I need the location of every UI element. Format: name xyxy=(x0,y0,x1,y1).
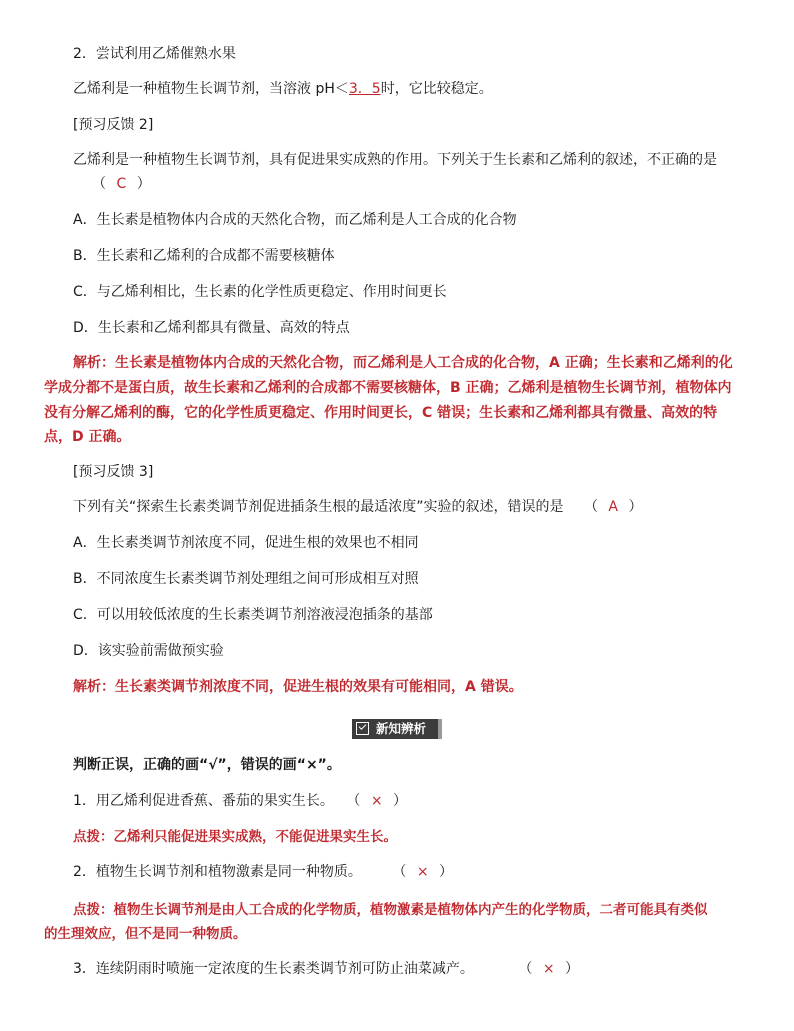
judge-item-2-text: 2．植物生长调节剂和植物激素是同一种物质。 xyxy=(73,864,362,880)
feedback-3-option-d: D．该实验前需做预实验 xyxy=(73,643,224,659)
feedback-2-option-d: D．生长素和乙烯利都具有微量、高效的特点 xyxy=(73,320,350,336)
paren-open: （ xyxy=(92,176,106,192)
feedback-2-answer-paren xyxy=(92,174,151,194)
ethephon-text-before: 乙烯利是一种植物生长调节剂，当溶液 pH＜ xyxy=(73,81,349,97)
section-title-q2: 2．尝试利用乙烯催熟水果 xyxy=(73,46,236,62)
ph-value-blank: 3．5 xyxy=(348,81,381,97)
feedback-2-option-c: C．与乙烯利相比，生长素的化学性质更稳定、作用时间更长 xyxy=(73,284,447,300)
judge-item-1 xyxy=(73,791,407,811)
feedback-2-analysis-line-4: 点，D 正确。 xyxy=(44,429,131,445)
section-tag-label: 新知辨析 xyxy=(376,721,427,736)
feedback-2-heading: [预习反馈 2] xyxy=(73,117,154,133)
judge-item-3-mark: × xyxy=(542,961,555,977)
feedback-3-heading: [预习反馈 3] xyxy=(73,464,154,480)
ethephon-ph-line xyxy=(73,79,493,99)
feedback-2-analysis-line-1: 解析：生长素是植物体内合成的天然化合物，而乙烯利是人工合成的化合物，A 正确；生长素和乙烯利的化 xyxy=(73,355,733,371)
paren-close: ） xyxy=(439,864,453,880)
ethephon-text-after: 时，它比较稳定。 xyxy=(380,81,493,97)
paren-close: ） xyxy=(628,499,643,515)
paren-close: ） xyxy=(565,961,579,977)
feedback-2-option-a: A．生长素是植物体内合成的天然化合物，而乙烯利是人工合成的化合物 xyxy=(73,212,517,228)
judge-item-1-mark: × xyxy=(370,793,383,809)
feedback-3-option-a: A．生长素类调节剂浓度不同，促进生根的效果也不相同 xyxy=(73,535,419,551)
feedback-3-option-c: C．可以用较低浓度的生长素类调节剂溶液浸泡插条的基部 xyxy=(73,607,433,623)
judge-item-2 xyxy=(73,862,453,882)
paren-close: ） xyxy=(136,176,151,192)
paren-open: （ xyxy=(583,499,598,515)
feedback-3-answer: A xyxy=(608,499,618,515)
judge-item-2-mark: × xyxy=(416,864,429,880)
paren-open: （ xyxy=(392,864,407,880)
judge-item-3 xyxy=(73,959,579,979)
feedback-3-analysis: 解析：生长素类调节剂浓度不同，促进生根的效果有可能相同，A 错误。 xyxy=(73,679,523,695)
feedback-2-stem: 乙烯利是一种植物生长调节剂，具有促进果实成熟的作用。下列关于生长素和乙烯利的叙述，不正确的是 xyxy=(73,152,717,168)
judge-item-1-text: 1．用乙烯利促进香蕉、番茄的果实生长。 xyxy=(73,793,334,809)
feedback-3-stem: 下列有关“探索生长素类调节剂促进插条生根的最适浓度”实验的叙述，错误的是 xyxy=(73,499,564,515)
paren-open: （ xyxy=(518,961,533,977)
feedback-2-analysis-line-2: 学成分都不是蛋白质，故生长素和乙烯利的合成都不需要核糖体，B 正确；乙烯利是植物生长调节剂，植物体内 xyxy=(44,380,732,396)
check-box-icon xyxy=(356,722,369,735)
judge-item-3-text: 3．连续阴雨时喷施一定浓度的生长素类调节剂可防止油菜减产。 xyxy=(73,961,474,977)
feedback-2-option-b: B．生长素和乙烯利的合成都不需要核糖体 xyxy=(73,248,335,264)
feedback-3-option-b: B．不同浓度生长素类调节剂处理组之间可形成相互对照 xyxy=(73,571,419,587)
judge-item-2-hint-line-1: 点拨：植物生长调节剂是由人工合成的化学物质，植物激素是植物体内产生的化学物质，二者可能具有类似 xyxy=(73,902,708,918)
feedback-2-answer: C xyxy=(116,176,127,192)
paren-open: （ xyxy=(346,793,361,809)
paren-close: ） xyxy=(393,793,407,809)
section-tag-new-knowledge xyxy=(352,719,442,739)
feedback-2-analysis-line-3: 没有分解乙烯利的酶，它的化学性质更稳定、作用时间更长，C 错误；生长素和乙烯利都具有微量、高效的特 xyxy=(44,405,718,421)
judge-item-1-hint: 点拨：乙烯利只能促进果实成熟，不能促进果实生长。 xyxy=(73,829,397,845)
feedback-3-stem-line xyxy=(73,497,642,517)
judge-item-2-hint-line-2: 的生理效应，但不是同一种物质。 xyxy=(44,926,247,942)
judge-instruction: 判断正误，正确的画“√”，错误的画“×”。 xyxy=(73,757,341,773)
